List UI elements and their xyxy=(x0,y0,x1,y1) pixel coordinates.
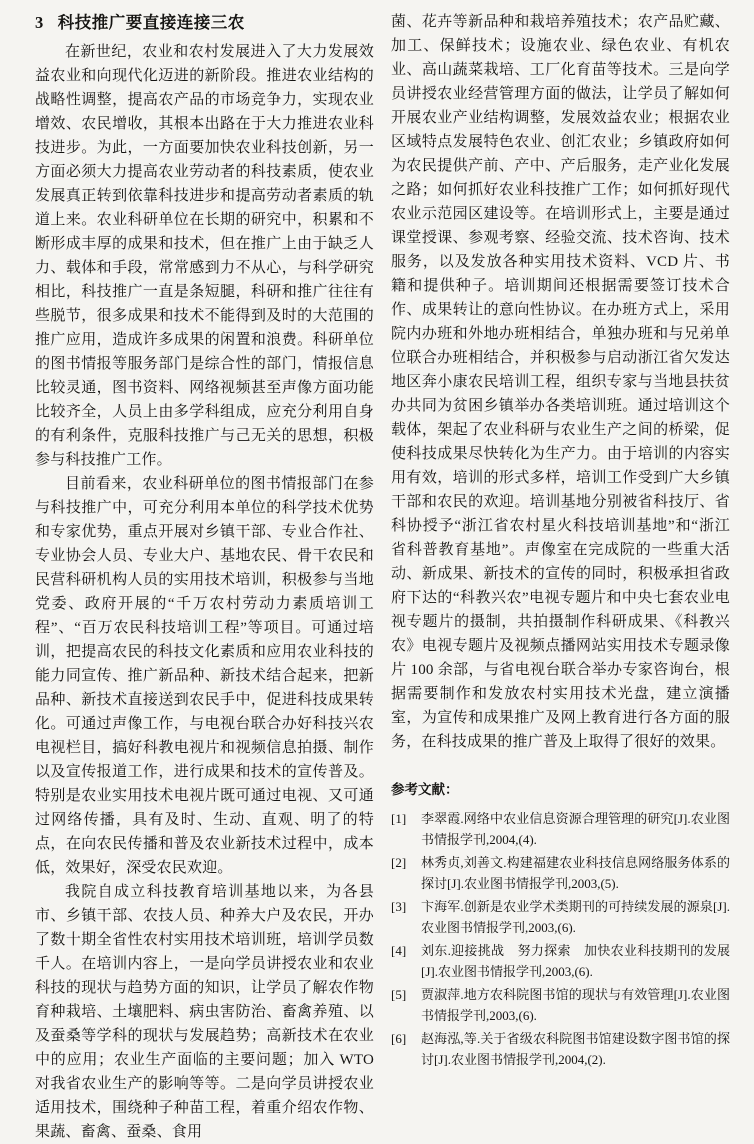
paragraph-2: 目前看来，农业科研单位的图书情报部门在参与科技推广中，可充分利用本单位的科学技术优势和专家优势，重点开展对乡镇干部、专业合作社、专业协会人员、专业大户、基地农民、骨干农民和民营科研机构人员的实用技术培训，积极参与当地党委、政府开展的“千万农村劳动力素质培训工程”、“百万农民科技培训工程”等项目。可通过培训，把提高农民的科技文化素质和应用农业科技的能力同宣传、推广新品种、新技术结合起来，把新品种、新技术直接送到农民手中，促进科技成果转化。可通过声像工作，与电视台联合办好科技兴农电视栏目，搞好科教电视片和视频信息拍摄、制作以及宣传报道工作，进行成果和技术的宣传普及。特别是农业实用技术电视片既可通过电视、又可通过网络传播，具有及时、生动、直观、明了的特点，在向农民传播和普及农业新技术过程中，成本低，效果好，深受农民欢迎。 xyxy=(35,476,374,876)
reference-label: [5] xyxy=(391,987,407,1002)
reference-label: [4] xyxy=(391,943,407,958)
paragraph-3-continued: 菌、花卉等新品种和栽培养殖技术；农产品贮藏、加工、保鲜技术；设施农业、绿色农业、有机农业、高山蔬菜栽培、工厂化育苗等技术。三是向学员讲授农业经营管理方面的做法，让学员了解如何开展农业产业结构调整，发展效益农业；根据农业区域特点发展特色农业、创汇农业；乡镇政府如何为农民提供产前、产中、产后服务，走产业化发展之路；如何抓好农业科技推广工作；如何抓好现代农业示范园区建设等。在培训形式上，主要是通过课堂授课、参观考察、经验交流、技术咨询、技术服务，以及发放各种实用技术资料、VCD 片、书籍和提供种子。培训期间还根据需要签订技术合作、成果转让的意向性协议。在办班方式上，采用院内办班和外地办班相结合，单独办班和与兄弟单位联合办班相结合，并积极参与启动浙江省欠发达地区奔小康农民培训工程，组织专家与当地县扶贫办共同为贫困乡镇举办各类培训班。通过培训这个载体，架起了农业科研与农业生产之间的桥梁，促使科技成果尽快转化为生产力。由于培训的内容实用有效，培训的形式多样，培训工作受到广大乡镇干部和农民的欢迎。培训基地分别被省科技厅、省科协授予“浙江省农村星火科技培训基地”和“浙江省科普教育基地”。声像室在完成院的一些重大活动、新成果、新技术的宣传的同时，积极承担省政府下达的“科教兴农”电视专题片和中央七套农业电视专题片的摄制，共拍摄制作科研成果、《科教兴农》电视专题片及视频点播网站实用技术专题录像片 100 余部，与省电视台联合举办专家咨询台，根据需要制作和发放农村实用技术光盘，建立演播室，为宣传和成果推广及网上教育进行各方面的服务，在科技成果的推广普及上取得了很好的效果。 xyxy=(391,14,730,750)
reference-item xyxy=(391,940,730,982)
reference-text: 刘东.迎接挑战 努力探索 加快农业科技期刊的发展[J].农业图书情报学刊,2003,(6). xyxy=(421,943,730,979)
paragraph-3-partial: 我院自成立科技教育培训基地以来，为各县市、乡镇干部、农技人员、种养大户及农民，开办了数十期全省性农村实用技术培训班，培训学员数千人。在培训内容上，一是向学员讲授农业和农业科技的现状与趋势方面的知识，让学员了解农作物育种栽培、土壤肥料、病虫害防治、畜禽养殖、以及蚕桑等学科的现状与发展趋势；高新技术在农业中的应用；农业生产面临的主要问题；加入 WTO 对我省农业生产的影响等等。二是向学员讲授农业适用技术，围绕种子种苗工程，着重介绍农作物、果蔬、畜禽、蚕桑、食用 xyxy=(35,884,374,1140)
reference-item xyxy=(391,984,730,1026)
reference-label: [3] xyxy=(391,899,407,914)
section-heading xyxy=(35,10,374,36)
reference-item xyxy=(391,852,730,894)
left-column xyxy=(35,10,374,1144)
section-number: 3 xyxy=(35,13,44,32)
reference-text: 林秀贞,刘善文.构建福建农业科技信息网络服务体系的探讨[J].农业图书情报学刊,2003,(5). xyxy=(421,855,730,891)
reference-label: [2] xyxy=(391,855,407,870)
reference-text: 李翠霞.网络中农业信息资源合理管理的研究[J].农业图书情报学刊,2004,(4). xyxy=(421,811,730,847)
reference-text: 卞海军.创新是农业学术类期刊的可持续发展的源泉[J].农业图书情报学刊,2003,(6). xyxy=(421,899,730,935)
reference-item xyxy=(391,808,730,850)
two-column-layout xyxy=(35,10,730,1144)
reference-label: [6] xyxy=(391,1031,407,1046)
section-title: 科技推广要直接连接三农 xyxy=(57,13,245,32)
reference-label: [1] xyxy=(391,811,407,826)
reference-item xyxy=(391,896,730,938)
reference-item xyxy=(391,1028,730,1070)
references-section xyxy=(391,780,730,1070)
reference-text: 贾淑萍.地方农科院图书馆的现状与有效管理[J].农业图书情报学刊,2003,(6). xyxy=(421,987,730,1023)
references-heading: 参考文献： xyxy=(391,782,459,797)
paragraph-1: 在新世纪，农业和农村发展进入了大力发展效益农业和向现代化迈进的新阶段。推进农业结构的战略性调整，提高农产品的市场竞争力，实现农业增效、农民增收，其根本出路在于大力推进农业科技进步。为此，一方面要加快农业科技创新，另一方面必须大力提高农业劳动者的科技素质，使农业发展真正转到依靠科技进步和提高劳动者素质的轨道上来。农业科研单位在长期的研究中，积累和不断形成丰厚的成果和技术，但在推广上由于缺乏人力、载体和手段，常常感到力不从心，与科学研究相比，科技推广一直是条短腿，科研和推广往往有些脱节，很多成果和技术不能得到及时的大范围的推广应用，造成许多成果的闲置和浪费。科研单位的图书情报等服务部门是综合性的部门，情报信息比较灵通，图书资料、网络视频甚至声像方面功能比较齐全，人员上由多学科组成，应充分利用自身的有利条件，克服科技推广与己无关的思想，积极参与科技推广工作。 xyxy=(35,44,374,468)
right-column xyxy=(391,10,730,1144)
reference-text: 赵海泓,等.关于省级农科院图书馆建设数字图书馆的探讨[J].农业图书情报学刊,2004,(2). xyxy=(421,1031,730,1067)
